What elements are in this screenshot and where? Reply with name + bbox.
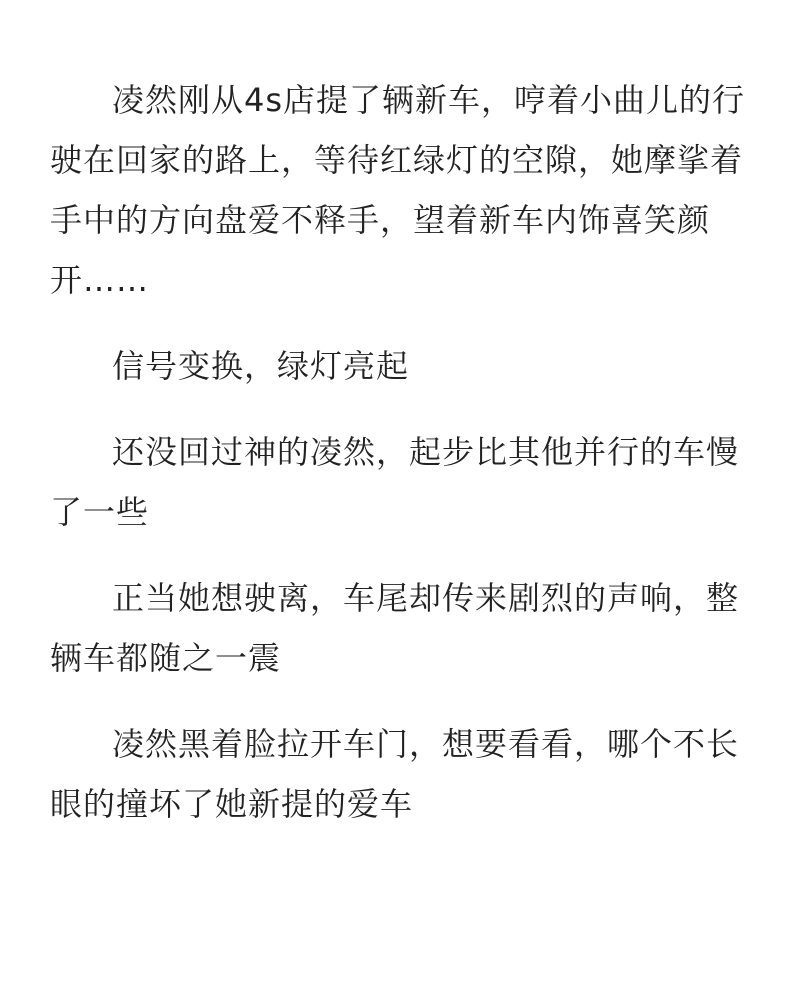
paragraph-line: 驶在回家的路上，等待红绿灯的空隙，她摩挲着 <box>50 141 744 179</box>
paragraph <box>50 714 770 834</box>
paragraph <box>50 70 770 310</box>
paragraph-line: 了一些 <box>50 493 150 531</box>
paragraph-line: 凌然刚从4s店提了辆新车，哼着小曲儿的行 <box>112 81 746 119</box>
paragraph <box>50 422 770 542</box>
paragraph-line: 手中的方向盘爱不释手，望着新车内饰喜笑颜 <box>50 201 711 239</box>
paragraph-line: 凌然黑着脸拉开车门，想要看看，哪个不长 <box>112 725 740 763</box>
paragraph <box>50 336 770 396</box>
article-body <box>50 70 770 860</box>
paragraph-line: 还没回过神的凌然，起步比其他并行的车慢 <box>112 433 740 471</box>
paragraph-line: 开…… <box>50 261 150 299</box>
paragraph <box>50 568 770 688</box>
paragraph-line: 眼的撞坏了她新提的爱车 <box>50 785 414 823</box>
paragraph-line: 辆车都随之一震 <box>50 639 282 677</box>
paragraph-line: 信号变换，绿灯亮起 <box>112 347 410 385</box>
paragraph-line: 正当她想驶离，车尾却传来剧烈的声响，整 <box>112 579 740 617</box>
